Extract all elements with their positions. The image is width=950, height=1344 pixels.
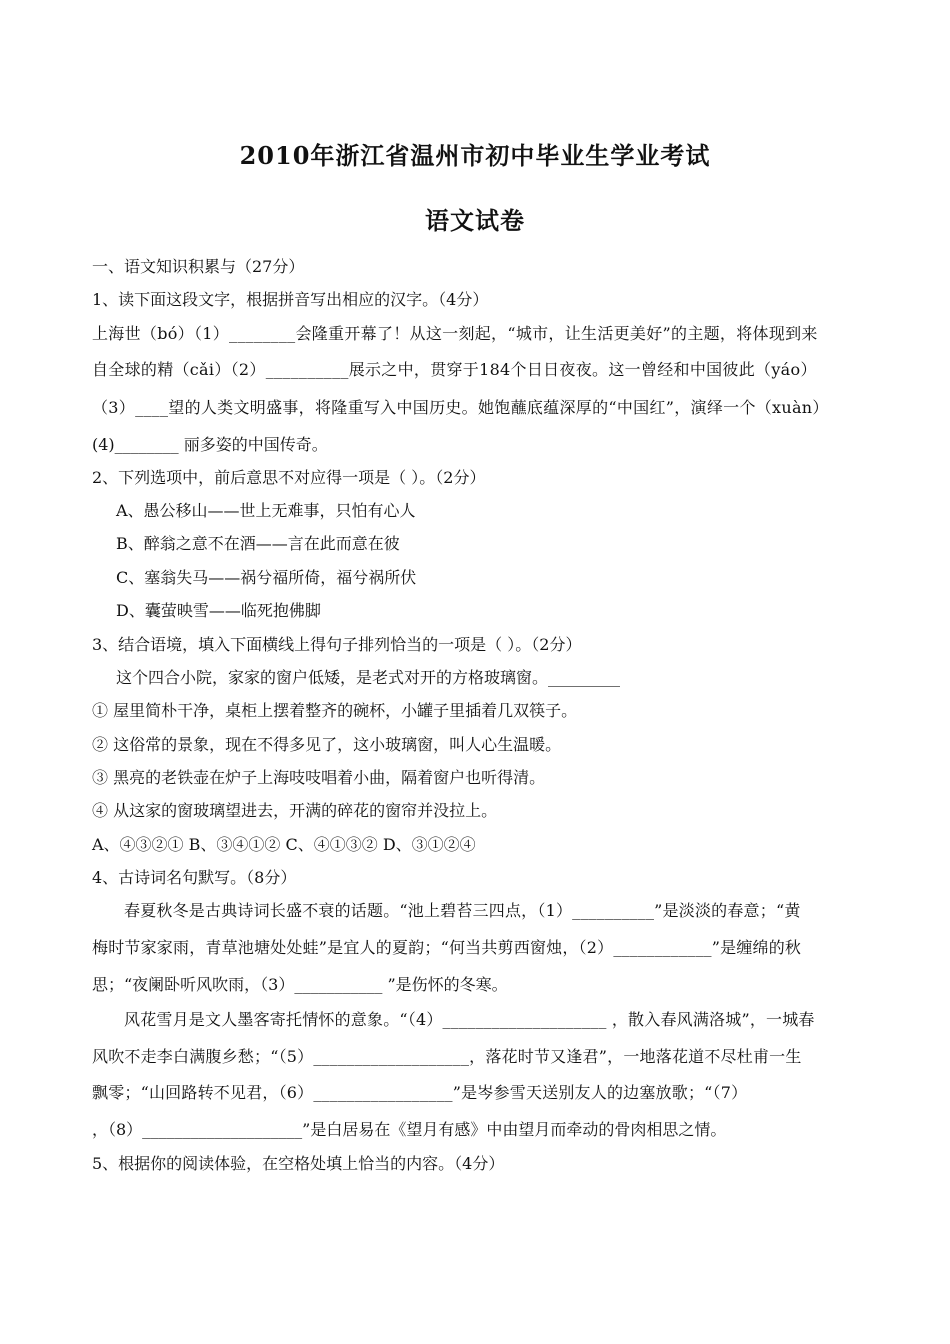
question-1-text: （3）____望的人类文明盛事，将隆重写入中国历史。她饱蘸底蕴深厚的“中国红”，演绎一个（xuàn） bbox=[92, 398, 829, 417]
question-5: 5、根据你的阅读体验，在空格处填上恰当的内容。（4分） bbox=[92, 1154, 505, 1173]
sentence-1: ① 屋里简朴干净，桌柜上摆着整齐的碗杯，小罐子里插着几双筷子。 bbox=[92, 701, 578, 720]
question-4: 4、古诗词名句默写。（8分） bbox=[92, 868, 297, 887]
question-3-options: A、④③②① B、③④①② C、④①③② D、③①②④ bbox=[92, 835, 476, 854]
question-3: 3、结合语境，填入下面横线上得句子排列恰当的一项是（ ）。（2分） bbox=[92, 635, 582, 654]
exam-subtitle: 语文试卷 bbox=[425, 206, 525, 235]
question-4-text: 风花雪月是文人墨客寄托情怀的意象。“（4）____________________ ，散入春风满洛城”，一城春 bbox=[124, 1010, 815, 1029]
option-b: B、醉翁之意不在酒——言在此而意在彼 bbox=[116, 534, 400, 553]
question-1-text: 上海世（bó）（1）________会隆重开幕了！从这一刻起，“城市，让生活更美好”的主题，将体现到来 bbox=[92, 324, 818, 343]
question-4-text: 风吹不走李白满腹乡愁；“（5）___________________，落花时节又逢君”，一地落花道不尽杜甫一生 bbox=[92, 1047, 802, 1066]
sentence-2: ② 这俗常的景象，现在不得多见了，这小玻璃窗，叫人心生温暖。 bbox=[92, 735, 562, 754]
question-2: 2、下列选项中，前后意思不对应得一项是（ ）。（2分） bbox=[92, 468, 486, 487]
question-4-text: ，（8）____________________”是白居易在《望月有感》中由望月而牵动的骨肉相思之情。 bbox=[92, 1120, 727, 1139]
sentence-4: ④ 从这家的窗玻璃望进去，开满的碎花的窗帘并没拉上。 bbox=[92, 801, 498, 820]
option-d: D、囊萤映雪——临死抱佛脚 bbox=[116, 601, 321, 620]
question-1-text: (4)________ 丽多姿的中国传奇。 bbox=[92, 435, 328, 454]
exam-title: 2010年浙江省温州市初中毕业生学业考试 bbox=[239, 141, 711, 170]
question-3-context: 这个四合小院，家家的窗户低矮，是老式对开的方格玻璃窗。_________ bbox=[116, 668, 621, 687]
question-4-text: 思；“夜阑卧听风吹雨，（3）___________ ”是伤怀的冬寒。 bbox=[92, 975, 508, 994]
question-4-text: 梅时节家家雨，青草池塘处处蛙”是宜人的夏韵；“何当共剪西窗烛，（2）____________”是缠绵的秋 bbox=[92, 938, 802, 957]
question-1: 1、读下面这段文字，根据拼音写出相应的汉字。（4分） bbox=[92, 290, 489, 309]
section-heading: 一、语文知识积累与（27分） bbox=[92, 257, 305, 276]
question-4-text: 春夏秋冬是古典诗词长盛不衰的话题。“池上碧苔三四点，（1）__________”是淡淡的春意；“黄 bbox=[124, 901, 801, 920]
option-a: A、愚公移山——世上无难事，只怕有心人 bbox=[116, 501, 416, 520]
option-c: C、塞翁失马——祸兮福所倚，福兮祸所伏 bbox=[116, 568, 417, 587]
sentence-3: ③ 黑亮的老铁壶在炉子上海吱吱唱着小曲，隔着窗户也听得清。 bbox=[92, 768, 546, 787]
question-4-text: 飘零；“山回路转不见君，（6）_________________”是岑参雪天送别友人的边塞放歌；“（7） bbox=[92, 1083, 748, 1102]
question-1-text: 自全球的精（cǎi）（2）__________展示之中，贯穿于184个日日夜夜。这一曾经和中国彼此（yáo） bbox=[92, 360, 817, 379]
